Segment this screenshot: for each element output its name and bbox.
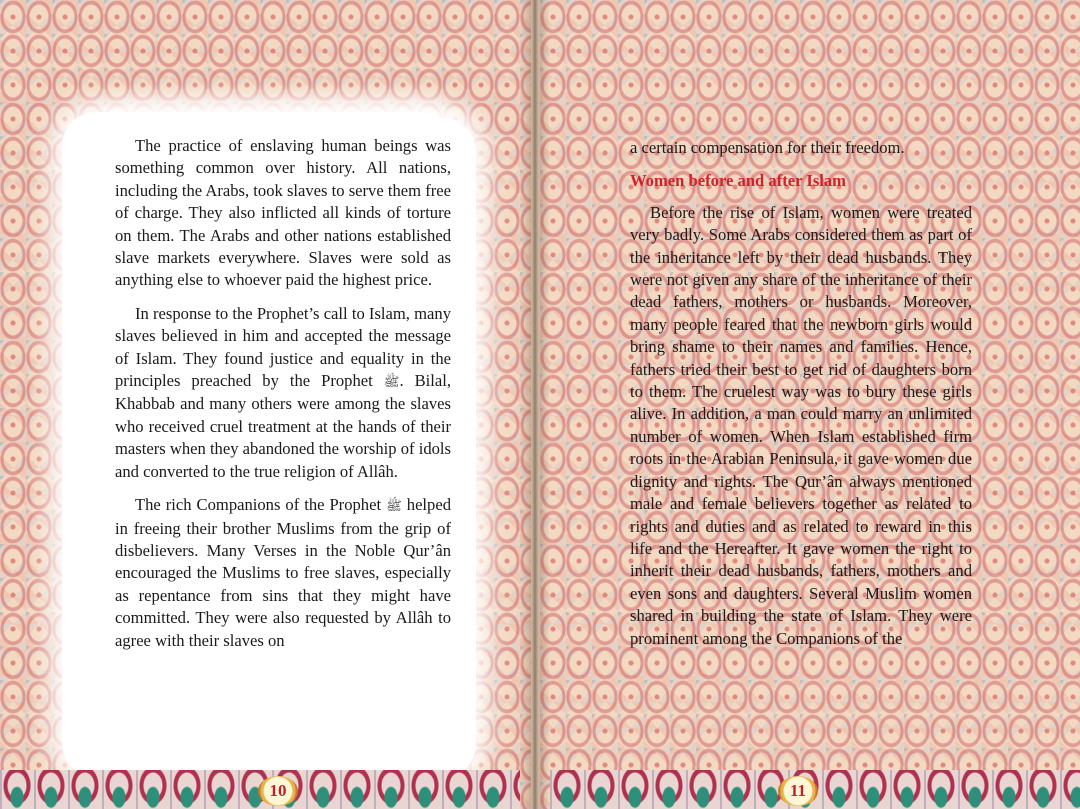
paragraph-prophet-call-part2: Bilal, Khabbab and many others were among the slaves who received cruel treatment at the hands of their masters when they abandoned the worship of idols and converted to the true religion of Allâh. [115,371,451,481]
paragraph-prophet-call-part1: In response to the Prophet’s call to Islam, many slaves believed in him and accepted the message of Islam. They found justice and equality in the principles preached by the Prophet [115,303,451,391]
paragraph-women: Before the rise of Islam, women were treated very badly. Some Arabs considered them as part of the inheritance left by their dead husbands. They were not given any share of the inheritance of their dead fathers, mothers or husbands. Moreover, many people feared that the newborn girls would bring shame to their names and families. Hence, fathers tried their best to get rid of daughters born to them. The cruelest way was to bury these girls alive. In addition, a man could marry an unlimited number of women. When Islam established firm roots in the Arabian Peninsula, it gave women due dignity and rights. The Qur’ân always mentioned male and female believers together as related to rights and duties and as related to reward in this life and the Hereafter. It gave women the right to inherit their dead husbands, fathers, mothers and even sons and daughters. Several Muslim women shared in building the state of Islam. They were prominent among the Companions of the [630,202,972,648]
seal-icon: ﷺ [386,498,402,514]
continuation-line: a certain compensation for their freedom. [630,138,905,157]
section-heading: Women before and after Islam [630,171,847,191]
right-page-text [630,137,972,661]
paragraph-slavery-history: The practice of enslaving human beings was something common over history. All nations, including the Arabs, took slaves to serve them free of charge. They also inflicted all kinds of torture on them. The Arabs and other nations established slave markets everywhere. Slaves were sold as anything else to whoever paid the highest price. [115,136,451,290]
page-number-left: 10 [258,776,298,806]
left-page-text [115,135,451,663]
paragraph-companions-part2: helped in freeing their brother Muslims from the grip of disbelievers. Many Verses in the Noble Qur’ân encouraged the Muslims to free slaves, especially as repentance from sins that they might have committed. They were also requested by Allâh to agree with their slaves on [115,495,451,650]
paragraph-prophet-call: In response to the Prophet’s call to Islam, many slaves believed in him and accepted the message of Islam. They found justice and equality in the principles preached by the Prophet ﷺ. Bilal, Khabbab and many others were among the slaves who received cruel treatment at the hands of their masters when they abandoned the worship of idols and converted to the true religion of Allâh. [115,303,451,481]
seal-icon: ﷺ [383,374,400,390]
page-number-right: 11 [778,776,818,806]
paragraph-companions-part1: The rich Companions of the Prophet [135,495,382,515]
paragraph-companions [115,494,451,652]
book-gutter [520,0,550,809]
